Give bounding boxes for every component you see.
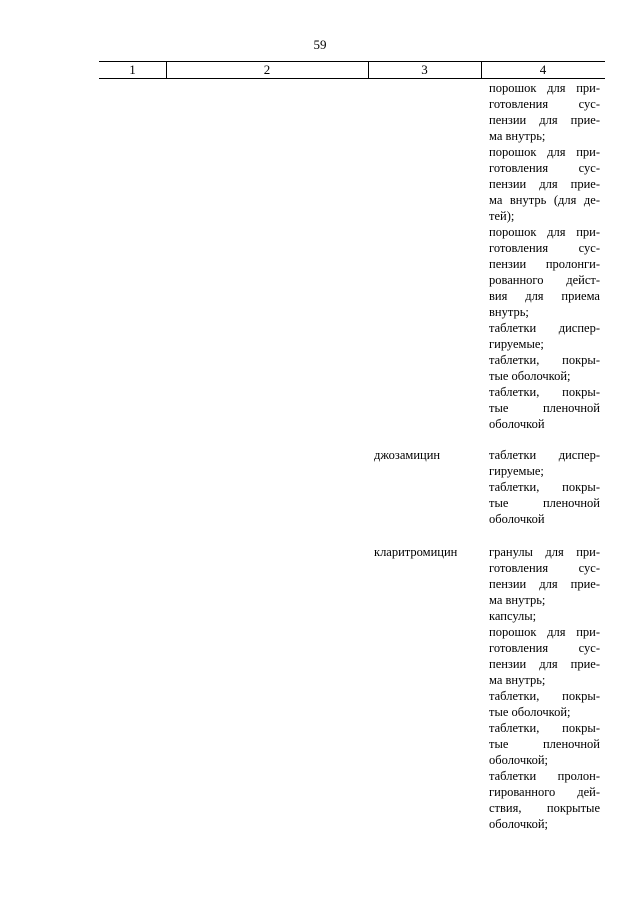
- dosage-form-line: ствия, покрытые: [489, 801, 600, 815]
- dosage-form-cell: [489, 447, 600, 527]
- dosage-form-line: оболочкой;: [489, 817, 548, 831]
- dosage-form-line: готовления сус-: [489, 161, 600, 175]
- table-header-row: [99, 61, 605, 79]
- dosage-form-line: таблетки, покры-: [489, 353, 600, 367]
- dosage-form-line: готовления сус-: [489, 97, 600, 111]
- drug-name-cell: джозамицин: [374, 448, 441, 462]
- dosage-form-line: тые пленочной: [489, 737, 600, 751]
- page-number: 59: [313, 37, 327, 52]
- dosage-form-line: ма внутрь;: [489, 129, 546, 143]
- dosage-form-line: таблетки пролон-: [489, 769, 600, 783]
- dosage-form-line: ма внутрь;: [489, 593, 546, 607]
- dosage-form-line: ма внутрь;: [489, 673, 546, 687]
- header-col-3: 3: [421, 62, 428, 77]
- dosage-form-line: тей);: [489, 209, 515, 223]
- dosage-form-line: пензии для прие-: [489, 113, 600, 127]
- dosage-form-line: таблетки, покры-: [489, 689, 600, 703]
- dosage-form-line: таблетки, покры-: [489, 721, 600, 735]
- dosage-form-line: готовления сус-: [489, 241, 600, 255]
- dosage-form-line: гранулы для при-: [489, 545, 600, 559]
- dosage-form-line: пензии для прие-: [489, 177, 600, 191]
- dosage-form-line: гируемые;: [489, 464, 544, 478]
- dosage-form-line: порошок для при-: [489, 81, 600, 95]
- header-col-1: 1: [129, 62, 136, 77]
- dosage-form-line: ма внутрь (для де-: [489, 193, 600, 207]
- dosage-form-line: таблетки, покры-: [489, 480, 600, 494]
- dosage-form-line: тые пленочной: [489, 496, 600, 510]
- dosage-form-line: готовления сус-: [489, 561, 600, 575]
- dosage-form-cell: [489, 80, 600, 432]
- dosage-form-line: рованного дейст-: [489, 273, 600, 287]
- dosage-form-line: гированного дей-: [489, 785, 600, 799]
- dosage-form-line: порошок для при-: [489, 145, 600, 159]
- dosage-form-line: таблетки диспер-: [489, 448, 600, 462]
- dosage-form-line: тые оболочкой;: [489, 705, 571, 719]
- dosage-form-line: капсулы;: [489, 609, 537, 623]
- dosage-form-line: гируемые;: [489, 337, 544, 351]
- dosage-form-line: пензии для прие-: [489, 657, 600, 671]
- dosage-form-line: оболочкой;: [489, 753, 548, 767]
- dosage-form-line: пензии пролонги-: [489, 257, 600, 271]
- dosage-form-cell: [489, 544, 600, 832]
- header-col-4: 4: [539, 62, 547, 77]
- drug-name-cell: кларитромицин: [374, 545, 458, 559]
- dosage-form-line: таблетки, покры-: [489, 385, 600, 399]
- dosage-form-line: тые пленочной: [489, 401, 600, 415]
- column-divider: [166, 61, 167, 78]
- dosage-form-line: пензии для прие-: [489, 577, 600, 591]
- dosage-form-line: готовления сус-: [489, 641, 600, 655]
- column-divider: [368, 61, 369, 78]
- dosage-form-line: внутрь;: [489, 305, 529, 319]
- header-col-2: 2: [263, 62, 271, 77]
- dosage-form-line: оболочкой: [489, 512, 545, 526]
- column-divider: [481, 61, 482, 78]
- dosage-form-line: порошок для при-: [489, 225, 600, 239]
- dosage-form-line: оболочкой: [489, 417, 545, 431]
- dosage-form-line: порошок для при-: [489, 625, 600, 639]
- dosage-form-line: тые оболочкой;: [489, 369, 571, 383]
- dosage-form-line: таблетки диспер-: [489, 321, 600, 335]
- dosage-form-line: вия для приема: [489, 289, 600, 303]
